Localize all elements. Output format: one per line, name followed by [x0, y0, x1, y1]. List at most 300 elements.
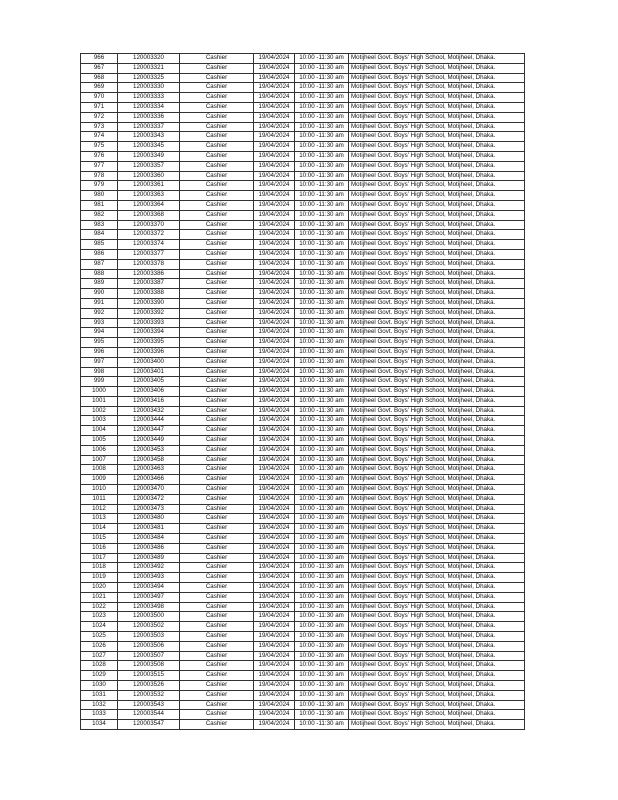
serial-cell: 990 — [81, 289, 118, 299]
serial-cell: 981 — [81, 200, 118, 210]
roll-cell: 120003395 — [118, 338, 180, 348]
table-row — [81, 710, 525, 720]
venue-cell: Motijheel Govt. Boys' High School, Motijheel, Dhaka. — [349, 151, 525, 161]
serial-cell: 1009 — [81, 475, 118, 485]
serial-cell: 1013 — [81, 514, 118, 524]
venue-cell: Motijheel Govt. Boys' High School, Motijheel, Dhaka. — [349, 700, 525, 710]
time-cell: 10:00 -11:30 am — [295, 387, 349, 397]
roll-cell: 120003502 — [118, 622, 180, 632]
post-cell: Cashier — [180, 387, 254, 397]
roll-cell: 120003449 — [118, 436, 180, 446]
time-cell: 10:00 -11:30 am — [295, 279, 349, 289]
post-cell: Cashier — [180, 612, 254, 622]
table-row — [81, 298, 525, 308]
table-row — [81, 622, 525, 632]
date-cell: 19/04/2024 — [254, 102, 295, 112]
roll-cell: 120003336 — [118, 112, 180, 122]
time-cell: 10:00 -11:30 am — [295, 651, 349, 661]
time-cell: 10:00 -11:30 am — [295, 83, 349, 93]
venue-cell: Motijheel Govt. Boys' High School, Motijheel, Dhaka. — [349, 406, 525, 416]
serial-cell: 1004 — [81, 426, 118, 436]
time-cell: 10:00 -11:30 am — [295, 73, 349, 83]
venue-cell: Motijheel Govt. Boys' High School, Motijheel, Dhaka. — [349, 171, 525, 181]
date-cell: 19/04/2024 — [254, 63, 295, 73]
venue-cell: Motijheel Govt. Boys' High School, Motijheel, Dhaka. — [349, 161, 525, 171]
roll-cell: 120003489 — [118, 553, 180, 563]
roll-cell: 120003321 — [118, 63, 180, 73]
time-cell: 10:00 -11:30 am — [295, 455, 349, 465]
post-cell: Cashier — [180, 54, 254, 64]
date-cell: 19/04/2024 — [254, 240, 295, 250]
serial-cell: 997 — [81, 357, 118, 367]
serial-cell: 974 — [81, 132, 118, 142]
serial-cell: 1015 — [81, 534, 118, 544]
roll-cell: 120003484 — [118, 534, 180, 544]
roll-cell: 120003544 — [118, 710, 180, 720]
roll-cell: 120003378 — [118, 259, 180, 269]
table-row — [81, 592, 525, 602]
post-cell: Cashier — [180, 249, 254, 259]
date-cell: 19/04/2024 — [254, 700, 295, 710]
serial-cell: 993 — [81, 318, 118, 328]
date-cell: 19/04/2024 — [254, 347, 295, 357]
time-cell: 10:00 -11:30 am — [295, 161, 349, 171]
table-row — [81, 142, 525, 152]
serial-cell: 1010 — [81, 485, 118, 495]
time-cell: 10:00 -11:30 am — [295, 122, 349, 132]
venue-cell: Motijheel Govt. Boys' High School, Motijheel, Dhaka. — [349, 661, 525, 671]
roll-cell: 120003543 — [118, 700, 180, 710]
time-cell: 10:00 -11:30 am — [295, 151, 349, 161]
venue-cell: Motijheel Govt. Boys' High School, Motijheel, Dhaka. — [349, 367, 525, 377]
date-cell: 19/04/2024 — [254, 563, 295, 573]
venue-cell: Motijheel Govt. Boys' High School, Motijheel, Dhaka. — [349, 671, 525, 681]
post-cell: Cashier — [180, 641, 254, 651]
venue-cell: Motijheel Govt. Boys' High School, Motijheel, Dhaka. — [349, 592, 525, 602]
venue-cell: Motijheel Govt. Boys' High School, Motijheel, Dhaka. — [349, 73, 525, 83]
table-row — [81, 534, 525, 544]
roll-cell: 120003392 — [118, 308, 180, 318]
date-cell: 19/04/2024 — [254, 151, 295, 161]
serial-cell: 1012 — [81, 504, 118, 514]
serial-cell: 1023 — [81, 612, 118, 622]
date-cell: 19/04/2024 — [254, 622, 295, 632]
post-cell: Cashier — [180, 367, 254, 377]
table-row — [81, 700, 525, 710]
time-cell: 10:00 -11:30 am — [295, 681, 349, 691]
roll-cell: 120003497 — [118, 592, 180, 602]
roll-cell: 120003493 — [118, 573, 180, 583]
post-cell: Cashier — [180, 504, 254, 514]
date-cell: 19/04/2024 — [254, 73, 295, 83]
table-row — [81, 357, 525, 367]
roll-cell: 120003394 — [118, 328, 180, 338]
time-cell: 10:00 -11:30 am — [295, 377, 349, 387]
time-cell: 10:00 -11:30 am — [295, 710, 349, 720]
table-row — [81, 455, 525, 465]
post-cell: Cashier — [180, 700, 254, 710]
venue-cell: Motijheel Govt. Boys' High School, Motijheel, Dhaka. — [349, 230, 525, 240]
venue-cell: Motijheel Govt. Boys' High School, Motijheel, Dhaka. — [349, 191, 525, 201]
table-row — [81, 445, 525, 455]
venue-cell: Motijheel Govt. Boys' High School, Motijheel, Dhaka. — [349, 63, 525, 73]
time-cell: 10:00 -11:30 am — [295, 142, 349, 152]
serial-cell: 1001 — [81, 396, 118, 406]
post-cell: Cashier — [180, 602, 254, 612]
date-cell: 19/04/2024 — [254, 592, 295, 602]
roll-cell: 120003333 — [118, 93, 180, 103]
date-cell: 19/04/2024 — [254, 308, 295, 318]
time-cell: 10:00 -11:30 am — [295, 524, 349, 534]
post-cell: Cashier — [180, 543, 254, 553]
date-cell: 19/04/2024 — [254, 93, 295, 103]
post-cell: Cashier — [180, 475, 254, 485]
roll-cell: 120003372 — [118, 230, 180, 240]
post-cell: Cashier — [180, 347, 254, 357]
table-row — [81, 249, 525, 259]
roll-cell: 120003463 — [118, 465, 180, 475]
table-row — [81, 387, 525, 397]
post-cell: Cashier — [180, 710, 254, 720]
time-cell: 10:00 -11:30 am — [295, 181, 349, 191]
post-cell: Cashier — [180, 269, 254, 279]
time-cell: 10:00 -11:30 am — [295, 93, 349, 103]
date-cell: 19/04/2024 — [254, 612, 295, 622]
venue-cell: Motijheel Govt. Boys' High School, Motijheel, Dhaka. — [349, 279, 525, 289]
post-cell: Cashier — [180, 151, 254, 161]
table-row — [81, 73, 525, 83]
serial-cell: 991 — [81, 298, 118, 308]
venue-cell: Motijheel Govt. Boys' High School, Motijheel, Dhaka. — [349, 494, 525, 504]
table-row — [81, 367, 525, 377]
serial-cell: 1016 — [81, 543, 118, 553]
venue-cell: Motijheel Govt. Boys' High School, Motijheel, Dhaka. — [349, 200, 525, 210]
venue-cell: Motijheel Govt. Boys' High School, Motijheel, Dhaka. — [349, 289, 525, 299]
roll-cell: 120003466 — [118, 475, 180, 485]
date-cell: 19/04/2024 — [254, 524, 295, 534]
table-row — [81, 681, 525, 691]
time-cell: 10:00 -11:30 am — [295, 612, 349, 622]
serial-cell: 969 — [81, 83, 118, 93]
roll-cell: 120003481 — [118, 524, 180, 534]
date-cell: 19/04/2024 — [254, 602, 295, 612]
roll-cell: 120003360 — [118, 171, 180, 181]
table-row — [81, 181, 525, 191]
time-cell: 10:00 -11:30 am — [295, 406, 349, 416]
roll-cell: 120003357 — [118, 161, 180, 171]
post-cell: Cashier — [180, 671, 254, 681]
time-cell: 10:00 -11:30 am — [295, 720, 349, 730]
time-cell: 10:00 -11:30 am — [295, 318, 349, 328]
venue-cell: Motijheel Govt. Boys' High School, Motijheel, Dhaka. — [349, 112, 525, 122]
date-cell: 19/04/2024 — [254, 534, 295, 544]
venue-cell: Motijheel Govt. Boys' High School, Motijheel, Dhaka. — [349, 504, 525, 514]
serial-cell: 972 — [81, 112, 118, 122]
post-cell: Cashier — [180, 220, 254, 230]
roll-cell: 120003364 — [118, 200, 180, 210]
date-cell: 19/04/2024 — [254, 210, 295, 220]
venue-cell: Motijheel Govt. Boys' High School, Motijheel, Dhaka. — [349, 83, 525, 93]
venue-cell: Motijheel Govt. Boys' High School, Motijheel, Dhaka. — [349, 318, 525, 328]
post-cell: Cashier — [180, 112, 254, 122]
time-cell: 10:00 -11:30 am — [295, 396, 349, 406]
date-cell: 19/04/2024 — [254, 416, 295, 426]
roll-cell: 120003393 — [118, 318, 180, 328]
venue-cell: Motijheel Govt. Boys' High School, Motijheel, Dhaka. — [349, 583, 525, 593]
time-cell: 10:00 -11:30 am — [295, 259, 349, 269]
table-row — [81, 132, 525, 142]
serial-cell: 1025 — [81, 632, 118, 642]
table-row — [81, 171, 525, 181]
post-cell: Cashier — [180, 651, 254, 661]
post-cell: Cashier — [180, 720, 254, 730]
serial-cell: 996 — [81, 347, 118, 357]
roll-cell: 120003345 — [118, 142, 180, 152]
venue-cell: Motijheel Govt. Boys' High School, Motijheel, Dhaka. — [349, 436, 525, 446]
time-cell: 10:00 -11:30 am — [295, 240, 349, 250]
time-cell: 10:00 -11:30 am — [295, 632, 349, 642]
serial-cell: 967 — [81, 63, 118, 73]
table-row — [81, 259, 525, 269]
table-row — [81, 240, 525, 250]
post-cell: Cashier — [180, 181, 254, 191]
serial-cell: 973 — [81, 122, 118, 132]
post-cell: Cashier — [180, 357, 254, 367]
post-cell: Cashier — [180, 396, 254, 406]
serial-cell: 982 — [81, 210, 118, 220]
table-row — [81, 651, 525, 661]
time-cell: 10:00 -11:30 am — [295, 102, 349, 112]
table-row — [81, 426, 525, 436]
table-row — [81, 465, 525, 475]
venue-cell: Motijheel Govt. Boys' High School, Motijheel, Dhaka. — [349, 387, 525, 397]
venue-cell: Motijheel Govt. Boys' High School, Motijheel, Dhaka. — [349, 347, 525, 357]
venue-cell: Motijheel Govt. Boys' High School, Motijheel, Dhaka. — [349, 612, 525, 622]
serial-cell: 1020 — [81, 583, 118, 593]
serial-cell: 983 — [81, 220, 118, 230]
time-cell: 10:00 -11:30 am — [295, 308, 349, 318]
roll-cell: 120003325 — [118, 73, 180, 83]
date-cell: 19/04/2024 — [254, 357, 295, 367]
venue-cell: Motijheel Govt. Boys' High School, Motijheel, Dhaka. — [349, 338, 525, 348]
date-cell: 19/04/2024 — [254, 641, 295, 651]
serial-cell: 984 — [81, 230, 118, 240]
serial-cell: 968 — [81, 73, 118, 83]
post-cell: Cashier — [180, 573, 254, 583]
date-cell: 19/04/2024 — [254, 181, 295, 191]
table-row — [81, 661, 525, 671]
roll-cell: 120003486 — [118, 543, 180, 553]
venue-cell: Motijheel Govt. Boys' High School, Motijheel, Dhaka. — [349, 142, 525, 152]
table-row — [81, 641, 525, 651]
roll-cell: 120003480 — [118, 514, 180, 524]
table-row — [81, 112, 525, 122]
serial-cell: 978 — [81, 171, 118, 181]
date-cell: 19/04/2024 — [254, 504, 295, 514]
serial-cell: 1024 — [81, 622, 118, 632]
venue-cell: Motijheel Govt. Boys' High School, Motijheel, Dhaka. — [349, 240, 525, 250]
venue-cell: Motijheel Govt. Boys' High School, Motijheel, Dhaka. — [349, 681, 525, 691]
time-cell: 10:00 -11:30 am — [295, 534, 349, 544]
serial-cell: 975 — [81, 142, 118, 152]
table-row — [81, 328, 525, 338]
post-cell: Cashier — [180, 102, 254, 112]
venue-cell: Motijheel Govt. Boys' High School, Motijheel, Dhaka. — [349, 622, 525, 632]
serial-cell: 1019 — [81, 573, 118, 583]
roll-cell: 120003470 — [118, 485, 180, 495]
date-cell: 19/04/2024 — [254, 455, 295, 465]
time-cell: 10:00 -11:30 am — [295, 328, 349, 338]
date-cell: 19/04/2024 — [254, 318, 295, 328]
table-row — [81, 191, 525, 201]
serial-cell: 988 — [81, 269, 118, 279]
serial-cell: 1007 — [81, 455, 118, 465]
time-cell: 10:00 -11:30 am — [295, 269, 349, 279]
venue-cell: Motijheel Govt. Boys' High School, Motijheel, Dhaka. — [349, 269, 525, 279]
roll-cell: 120003432 — [118, 406, 180, 416]
venue-cell: Motijheel Govt. Boys' High School, Motijheel, Dhaka. — [349, 475, 525, 485]
serial-cell: 1006 — [81, 445, 118, 455]
venue-cell: Motijheel Govt. Boys' High School, Motijheel, Dhaka. — [349, 93, 525, 103]
table-row — [81, 279, 525, 289]
serial-cell: 1005 — [81, 436, 118, 446]
time-cell: 10:00 -11:30 am — [295, 602, 349, 612]
venue-cell: Motijheel Govt. Boys' High School, Motijheel, Dhaka. — [349, 445, 525, 455]
date-cell: 19/04/2024 — [254, 122, 295, 132]
venue-cell: Motijheel Govt. Boys' High School, Motijheel, Dhaka. — [349, 308, 525, 318]
time-cell: 10:00 -11:30 am — [295, 367, 349, 377]
table-row — [81, 200, 525, 210]
roll-cell: 120003400 — [118, 357, 180, 367]
date-cell: 19/04/2024 — [254, 475, 295, 485]
time-cell: 10:00 -11:30 am — [295, 563, 349, 573]
time-cell: 10:00 -11:30 am — [295, 475, 349, 485]
date-cell: 19/04/2024 — [254, 671, 295, 681]
venue-cell: Motijheel Govt. Boys' High School, Motijheel, Dhaka. — [349, 416, 525, 426]
serial-cell: 1018 — [81, 563, 118, 573]
time-cell: 10:00 -11:30 am — [295, 63, 349, 73]
time-cell: 10:00 -11:30 am — [295, 514, 349, 524]
table-row — [81, 416, 525, 426]
time-cell: 10:00 -11:30 am — [295, 132, 349, 142]
roll-cell: 120003334 — [118, 102, 180, 112]
table-row — [81, 230, 525, 240]
table-row — [81, 289, 525, 299]
post-cell: Cashier — [180, 426, 254, 436]
roll-cell: 120003330 — [118, 83, 180, 93]
time-cell: 10:00 -11:30 am — [295, 661, 349, 671]
table-row — [81, 396, 525, 406]
date-cell: 19/04/2024 — [254, 161, 295, 171]
post-cell: Cashier — [180, 553, 254, 563]
venue-cell: Motijheel Govt. Boys' High School, Motijheel, Dhaka. — [349, 651, 525, 661]
date-cell: 19/04/2024 — [254, 200, 295, 210]
table-row — [81, 524, 525, 534]
date-cell: 19/04/2024 — [254, 171, 295, 181]
roll-cell: 120003494 — [118, 583, 180, 593]
date-cell: 19/04/2024 — [254, 83, 295, 93]
serial-cell: 1027 — [81, 651, 118, 661]
roll-cell: 120003416 — [118, 396, 180, 406]
date-cell: 19/04/2024 — [254, 377, 295, 387]
post-cell: Cashier — [180, 289, 254, 299]
time-cell: 10:00 -11:30 am — [295, 622, 349, 632]
table-row — [81, 612, 525, 622]
table-row — [81, 338, 525, 348]
venue-cell: Motijheel Govt. Boys' High School, Motijheel, Dhaka. — [349, 563, 525, 573]
venue-cell: Motijheel Govt. Boys' High School, Motijheel, Dhaka. — [349, 602, 525, 612]
post-cell: Cashier — [180, 690, 254, 700]
table-row — [81, 553, 525, 563]
venue-cell: Motijheel Govt. Boys' High School, Motijheel, Dhaka. — [349, 553, 525, 563]
table-row — [81, 406, 525, 416]
time-cell: 10:00 -11:30 am — [295, 436, 349, 446]
post-cell: Cashier — [180, 200, 254, 210]
venue-cell: Motijheel Govt. Boys' High School, Motijheel, Dhaka. — [349, 455, 525, 465]
time-cell: 10:00 -11:30 am — [295, 445, 349, 455]
date-cell: 19/04/2024 — [254, 191, 295, 201]
venue-cell: Motijheel Govt. Boys' High School, Motijheel, Dhaka. — [349, 465, 525, 475]
time-cell: 10:00 -11:30 am — [295, 494, 349, 504]
serial-cell: 1030 — [81, 681, 118, 691]
serial-cell: 987 — [81, 259, 118, 269]
post-cell: Cashier — [180, 63, 254, 73]
post-cell: Cashier — [180, 191, 254, 201]
post-cell: Cashier — [180, 230, 254, 240]
post-cell: Cashier — [180, 377, 254, 387]
table-row — [81, 122, 525, 132]
venue-cell: Motijheel Govt. Boys' High School, Motijheel, Dhaka. — [349, 298, 525, 308]
time-cell: 10:00 -11:30 am — [295, 416, 349, 426]
time-cell: 10:00 -11:30 am — [295, 249, 349, 259]
table-row — [81, 543, 525, 553]
date-cell: 19/04/2024 — [254, 396, 295, 406]
table-row — [81, 514, 525, 524]
date-cell: 19/04/2024 — [254, 259, 295, 269]
table-row — [81, 720, 525, 730]
venue-cell: Motijheel Govt. Boys' High School, Motijheel, Dhaka. — [349, 543, 525, 553]
time-cell: 10:00 -11:30 am — [295, 465, 349, 475]
serial-cell: 1026 — [81, 641, 118, 651]
serial-cell: 1032 — [81, 700, 118, 710]
venue-cell: Motijheel Govt. Boys' High School, Motijheel, Dhaka. — [349, 357, 525, 367]
table-row — [81, 504, 525, 514]
post-cell: Cashier — [180, 514, 254, 524]
post-cell: Cashier — [180, 622, 254, 632]
time-cell: 10:00 -11:30 am — [295, 171, 349, 181]
post-cell: Cashier — [180, 318, 254, 328]
time-cell: 10:00 -11:30 am — [295, 191, 349, 201]
table-row — [81, 102, 525, 112]
date-cell: 19/04/2024 — [254, 651, 295, 661]
date-cell: 19/04/2024 — [254, 514, 295, 524]
roll-cell: 120003447 — [118, 426, 180, 436]
table-body — [81, 54, 525, 730]
date-cell: 19/04/2024 — [254, 220, 295, 230]
venue-cell: Motijheel Govt. Boys' High School, Motijheel, Dhaka. — [349, 641, 525, 651]
roll-cell: 120003526 — [118, 681, 180, 691]
time-cell: 10:00 -11:30 am — [295, 347, 349, 357]
time-cell: 10:00 -11:30 am — [295, 700, 349, 710]
venue-cell: Motijheel Govt. Boys' High School, Motijheel, Dhaka. — [349, 534, 525, 544]
post-cell: Cashier — [180, 210, 254, 220]
post-cell: Cashier — [180, 661, 254, 671]
post-cell: Cashier — [180, 122, 254, 132]
date-cell: 19/04/2024 — [254, 230, 295, 240]
post-cell: Cashier — [180, 132, 254, 142]
post-cell: Cashier — [180, 534, 254, 544]
table-row — [81, 269, 525, 279]
